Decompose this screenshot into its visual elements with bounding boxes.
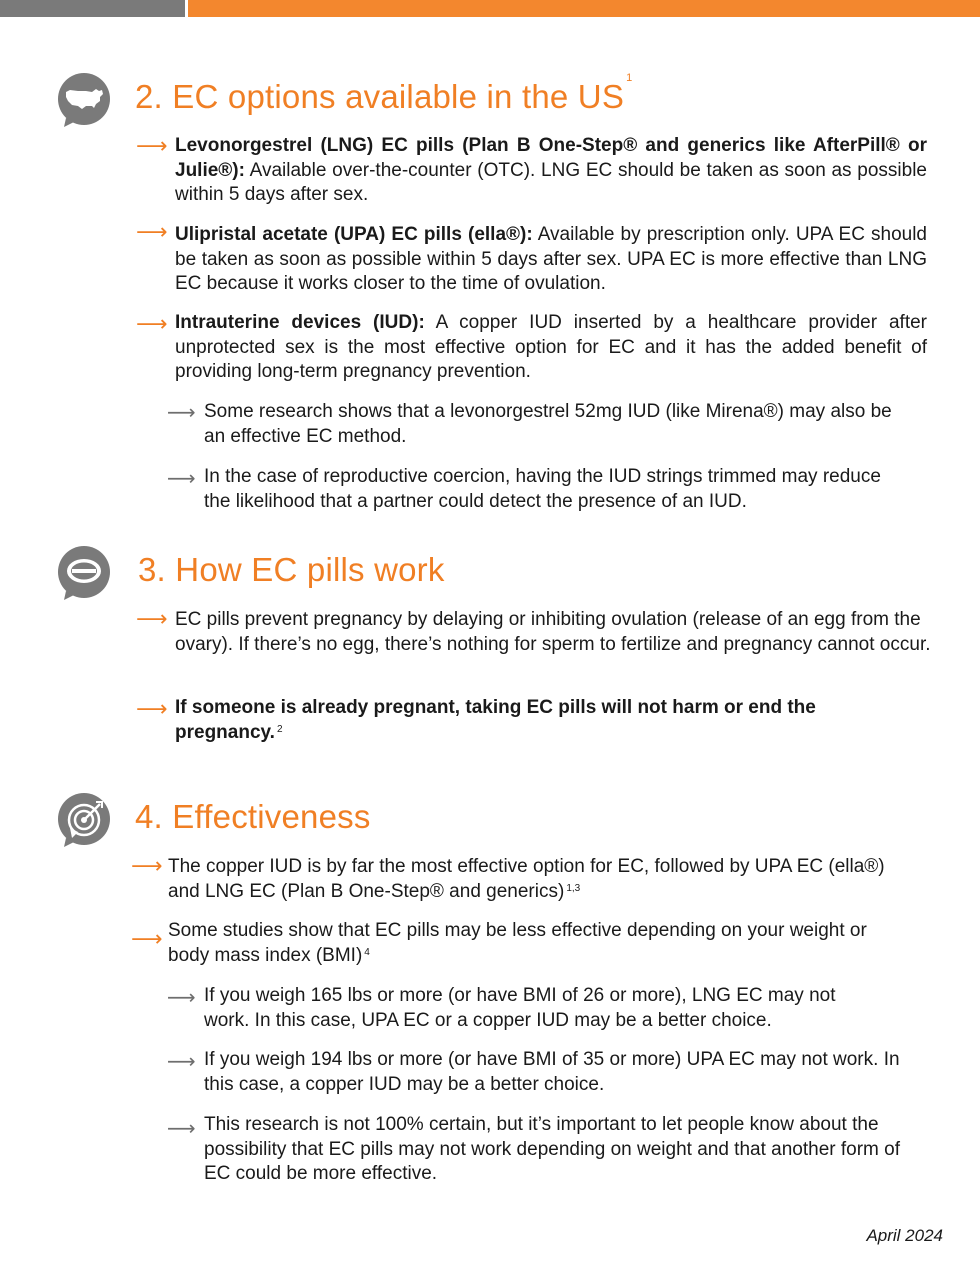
section-title-ec-options: 2. EC options available in the US $^1$: [135, 72, 633, 115]
arrow-icon: ⟶: [136, 312, 168, 337]
sub-arrow-icon: ⟶: [167, 466, 196, 490]
bullet-copper-iud-most-effective: The copper IUD is by far the most effective option for EC, followed by UPA EC (ella®) and LNG EC (Plan B One-Step® and generics) $^{1,3}$: [168, 856, 885, 902]
sub-arrow-icon: ⟶: [167, 1116, 196, 1140]
subbullet-lng-iud: Some research shows that a levonorgestrel 52mg IUD (like Mirena®) may also be an effective EC method.: [204, 401, 892, 447]
arrow-icon: ⟶: [131, 854, 163, 879]
bullet-ec-mechanism: EC pills prevent pregnancy by delaying or inhibiting ovulation (release of an egg from the ovary). If there’s no egg, there’s nothing for sperm to fertilize and pregnancy cannot occur.: [175, 609, 931, 655]
arrow-icon: ⟶: [136, 134, 168, 159]
sub-arrow-icon: ⟶: [167, 1049, 196, 1073]
footer-date: April 2024: [866, 1226, 943, 1245]
us-map-speech-bubble-icon: [56, 72, 112, 128]
pill-speech-bubble-icon: [56, 545, 112, 601]
footnote-ref: 4: [364, 946, 370, 958]
bullet-weight-bmi: Some studies show that EC pills may be less effective depending on your weight or body mass index (BMI) $^4$: [168, 920, 867, 966]
bullet-iud: Intrauterine devices (IUD): A copper IUD inserted by a healthcare provider after unprotected sex is the most effective option for EC and it has the added benefit of providing long-term pregnancy prevention.: [175, 312, 927, 382]
subbullet-iud-strings: In the case of reproductive coercion, having the IUD strings trimmed may reduce the likelihood that a partner could detect the presence of an IUD.: [204, 466, 881, 512]
subbullet-165-lbs: If you weigh 165 lbs or more (or have BMI of 26 or more), LNG EC may not work. In this case, UPA EC or a copper IUD may be a better choice.: [204, 985, 836, 1031]
arrow-icon: ⟶: [136, 220, 168, 245]
sub-arrow-icon: ⟶: [167, 985, 196, 1009]
footnote-ref: 1,3: [566, 882, 581, 894]
subbullet-research-uncertain: This research is not 100% certain, but it’s important to let people know about the possibility that EC pills may not work depending on weight and that another form of EC could be more effective.: [204, 1114, 900, 1184]
bullet-lng-pills: Levonorgestrel (LNG) EC pills (Plan B One-Step® and generics like AfterPill® or Julie®): Available over-the-counter (OTC). LNG EC should be taken as soon as possible within 5 days after sex.: [175, 135, 927, 205]
subbullet-194-lbs: If you weigh 194 lbs or more (or have BMI of 35 or more) UPA EC may not work. In this case, a copper IUD may be a better choice.: [204, 1049, 900, 1095]
arrow-icon: ⟶: [136, 697, 168, 722]
top-bar-gray: [0, 0, 185, 17]
footnote-ref: 1: [626, 72, 633, 84]
top-bar-orange: [188, 0, 980, 17]
bullet-already-pregnant: If someone is already pregnant, taking EC pills will not harm or end the pregnancy. $^2$: [175, 697, 816, 743]
section-title-how-ec-pills-work: 3. How EC pills work: [138, 551, 445, 588]
bullet-upa-pills: Ulipristal acetate (UPA) EC pills (ella®): Available by prescription only. UPA EC should be taken as soon as possible within 5 days after sex. UPA EC is more effective than LNG EC because it works closer to the time of ovulation.: [175, 224, 927, 294]
arrow-icon: ⟶: [131, 927, 163, 952]
sub-arrow-icon: ⟶: [167, 400, 196, 424]
arrow-icon: ⟶: [136, 607, 168, 632]
section-title-effectiveness: 4. Effectiveness: [135, 798, 371, 835]
footnote-ref: 2: [276, 723, 283, 735]
target-speech-bubble-icon: [56, 792, 112, 848]
